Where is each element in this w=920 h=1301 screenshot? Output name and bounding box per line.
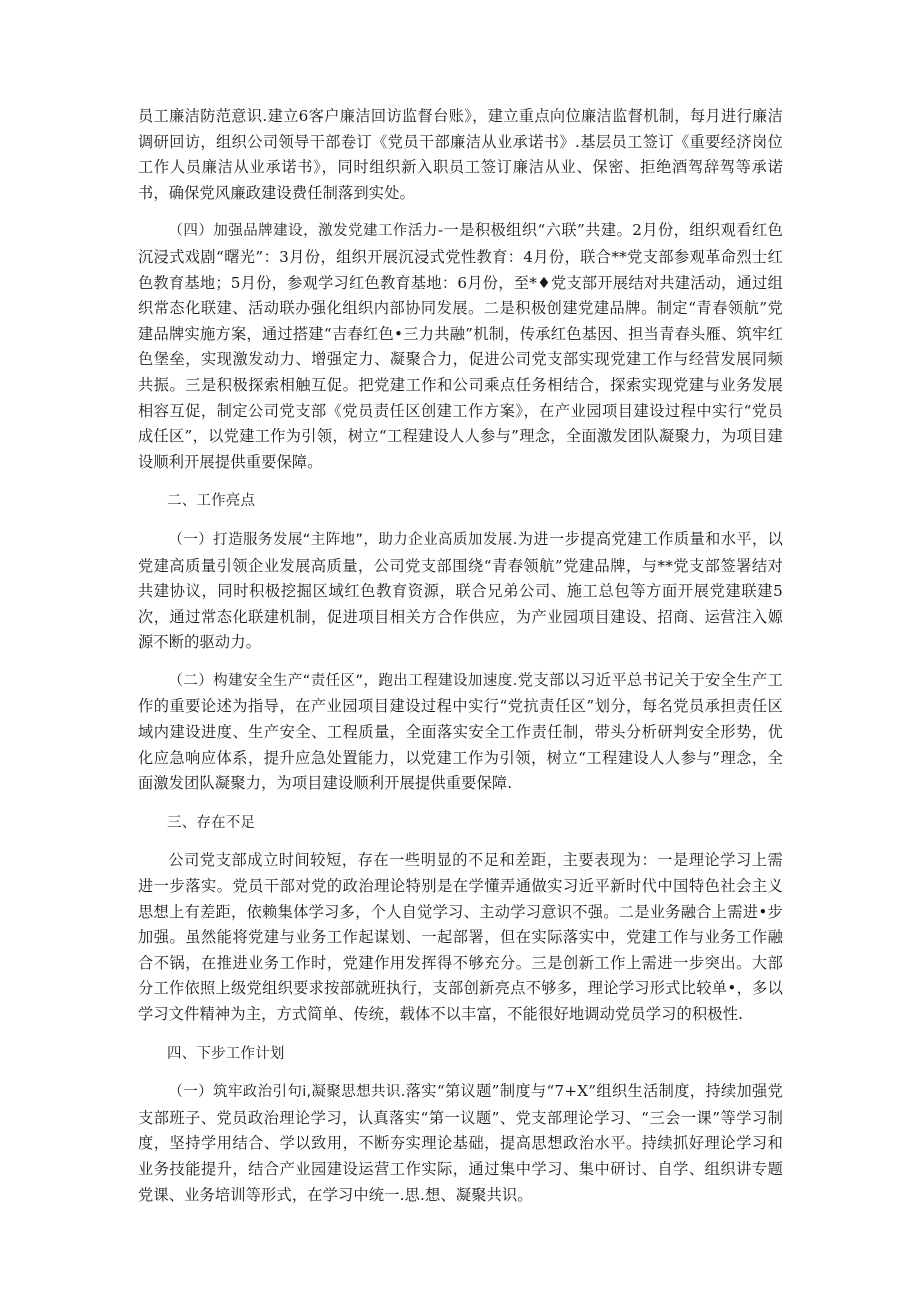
paragraph-political-guidance xyxy=(138,1079,783,1208)
paragraph-body: 党支部以习近平总书记关于安全生产工作的重要论述为指导，在产业园项目建设过程中实行“党抗责任区”划分，每名党员承担责任区域内建设进度、生产安全、工程质量，全面落实安全工作责任制，带头分析研判安全形势，优化应急响应体系，提升应急处置能力，以党建工作为引领，树立“工程建设人人参与”理念，全面激发团队凝聚力，为项目建设顺利开展提供重要保障. xyxy=(138,670,783,793)
section-heading-next-plan: 四、下步工作计划 xyxy=(167,1045,285,1062)
paragraph-body: 一是积极组织“六联”共建。2月份，组织观看红色沉浸式戏剧“曙光”：3月份，组织开展沉浸式党性教育：4月份，联合**党支部参观革命烈士红色教育基地；5月份，参观学习红色教育基地：6月份，至*♦党支部开展结对共建活动，通过组织常态化联建、活动联办强化组织内部协同发展。二是积极创建党建品牌。制定“青春领航”党建品牌实施方案，通过搭建“吉春红色•三力共融”机制，传承红色基因、担当青春头雁、筑牢红色堡垒，实现激发动力、增强定力、凝聚合力，促进公司党支部实现党建工作与经营发展同频共振。三是积极探索相触互促。把党建工作和公司乘点任务相结合，探索实现党建与业务发展相容互促，制定公司党支部《党员责任区创建工作方案》，在产业园项目建设过程中实行“党员成任区”，以党建工作为引领，树立“工程建设人人参与”理念，全面激发团队凝聚力，为项目建设顺利开展提供重要保障。 xyxy=(138,221,783,471)
paragraph-brand-building xyxy=(138,218,783,475)
paragraph-lead: （二）构建安全生产“责任区”，跑出工程建设加速度. xyxy=(168,672,518,689)
section-heading-shortcomings: 三、存在不足 xyxy=(167,814,256,831)
paragraph-shortcomings: 公司党支部成立时间较短，存在一些明显的不足和差距，主要表现为：一是理论学习上需进一步落实。党员干部对党的政治理论特别是在学懂弄通做实习近平新时代中国特色社会主义思想上有差距，依赖集体学习多，个人自觉学习、主动学习意识不强。二是业务融合上需进•步加强。虽然能将党建与业务工作起谋划、一起部署，但在实际落实中，党建工作与业务工作融合不锅，在推进业务工作时，党建作用发挥得不够充分。三是创新工作上需进一步突出。大部分工作依照上级党组织要求按部就班执行，支部创新亮点不够多，理论学习形式比较单•，多以学习文件精神为主，方式简单、传统，载体不以丰富，不能很好地调动党员学习的积极性. xyxy=(138,851,783,1023)
paragraph-safety-responsibility xyxy=(138,668,783,797)
document-body xyxy=(138,104,783,1208)
paragraph-lead: （一）筑牢政治引句i,凝聚思想共识. xyxy=(168,1084,406,1101)
paragraph-lead: （四）加强品牌建设，激发党建工作活力- xyxy=(168,223,444,240)
paragraph-body: 落实“第议题”制度与“7+X”组织生活制度，持续加强党支部班子、党员政治理论学习，认真落实“第一议题”、党支部理论学习、“三会一课”等学习制度，坚持学用结合、学以致用，不断夯实理论基础，提高思想政治水平。持续抓好理论学习和业务技能提升，结合产业园建设运营工作实际，通过集中学习、集中研讨、自学、组织讲专题党课、业务培训等形式，在学习中统一.思.想、凝聚共识。 xyxy=(138,1082,783,1204)
paragraph-integrity: 员工廉洁防范意识.建立6客户廉洁回访监督台账》，建立重点向位廉洁监督机制，每月进行廉洁调研回访，组织公司领导干部卷订《党员干部廉洁从业承诺书》.基层员工签订《重要经济岗位工作人员廉洁从业承诺书》，同时组织新入职员工签订廉洁从业、保密、拒绝酒驾辞驾等承诺书，确保党风廉政建设费任制落到实处。 xyxy=(138,107,783,202)
paragraph-service-development xyxy=(138,527,783,656)
paragraph-lead: （一）打造服务发展“主阵地”，助力企业高质加发展. xyxy=(168,531,518,548)
paragraph-body: 为进一步提高党建工作质量和水平，以党建高质量引领企业发展高质量，公司党支部围绕“青春领航”党建品牌，与**党支部签署结对共建协议，同时积极挖掘区域红色教育资源，联合兄弟公司、施工总包等方面开展党建联建5次，通过常态化联建机制，促进项目相关方合作供应，为产业园项目建设、招商、运营注入嫄源不断的驱动力。 xyxy=(138,529,783,652)
section-heading-highlights: 二、工作亮点 xyxy=(167,493,256,510)
